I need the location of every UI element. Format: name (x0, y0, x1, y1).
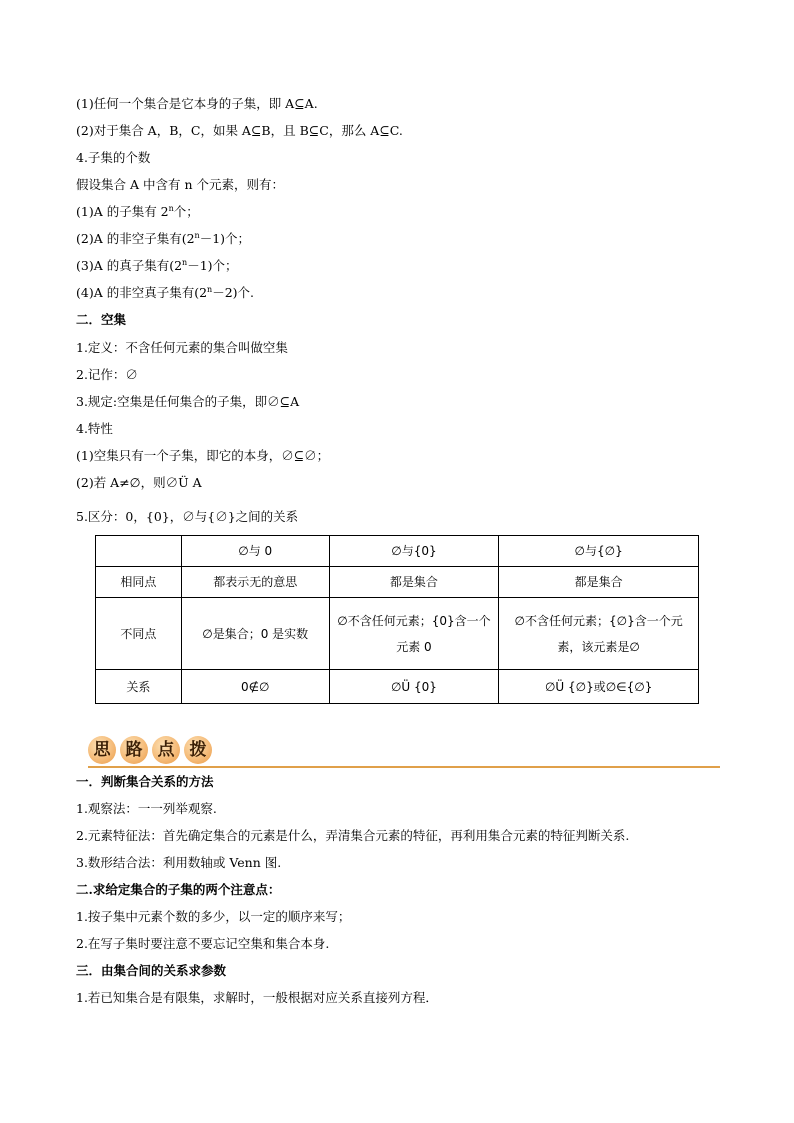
subset-property-2: (2)对于集合 A，B，C，如果 A⊆B，且 B⊆C，那么 A⊆C. (76, 123, 403, 138)
empty-set-line: 2.记作：∅ (76, 367, 138, 382)
table-row (96, 567, 699, 598)
subset-count-item: (3)A 的真子集有$(2^n-1)$个； (76, 257, 238, 273)
empty-set-line: 1.定义：不含任何元素的集合叫做空集 (76, 340, 288, 355)
tips-heading-1: 一．判断集合关系的方法 (76, 774, 214, 789)
table-row (96, 598, 699, 670)
subset-count-heading: 4.子集的个数 (76, 150, 151, 165)
tips-line: 3.数形结合法：利用数轴或 Venn 图. (76, 855, 282, 870)
table-cell: 相同点 (96, 567, 182, 598)
table-header-row (96, 536, 699, 567)
tips-line: 1.若已知集合是有限集，求解时，一般根据对应关系直接列方程． (76, 990, 438, 1005)
section-header (88, 734, 720, 768)
table-cell: 不同点 (96, 598, 182, 670)
section-badge: 路 (120, 736, 148, 764)
table-cell: ∅Ü {∅}或∅∈{∅} (499, 670, 699, 704)
empty-set-line: 3.规定:空集是任何集合的子集，即∅⊆A (76, 394, 300, 409)
empty-set-line: (1)空集只有一个子集，即它的本身，∅⊆∅； (76, 448, 330, 463)
comparison-table (95, 535, 699, 704)
table-cell: 都是集合 (329, 567, 499, 598)
table-cell: 都表示无的意思 (181, 567, 329, 598)
subset-count-intro: 假设集合 A 中含有 n 个元素，则有： (76, 177, 284, 192)
tips-heading-2: 二.求给定集合的子集的两个注意点： (76, 882, 281, 897)
tips-line: 2.在写子集时要注意不要忘记空集和集合本身. (76, 936, 330, 951)
table-cell: ∅Ü {0} (329, 670, 499, 704)
tips-heading-3: 三．由集合间的关系求参数 (76, 963, 227, 978)
subset-count-item: (2)A 的非空子集有$(2^n-1)$个； (76, 230, 251, 246)
empty-set-title: 二．空集 (76, 312, 127, 327)
section-badge: 拨 (184, 736, 212, 764)
table-row (96, 670, 699, 704)
tips-line: 2.元素特征法：首先确定集合的元素是什么，弄清集合元素的特征，再利用集合元素的特征判断关系. (76, 828, 630, 843)
section-badge: 点 (152, 736, 180, 764)
table-cell: ∅与 0 (181, 536, 329, 567)
subset-count-item: (1)A 的子集有 2$^n$个； (76, 203, 199, 219)
empty-set-line: 5.区分：0，{0}，∅与{∅}之间的关系 (76, 509, 299, 524)
empty-set-line: 4.特性 (76, 421, 113, 436)
table-cell: 都是集合 (499, 567, 699, 598)
table-cell: ∅与{∅} (499, 536, 699, 567)
table-cell: 关系 (96, 670, 182, 704)
table-cell: ∅与{0} (329, 536, 499, 567)
tips-line: 1.观察法：一一列举观察. (76, 801, 217, 816)
section-divider (88, 766, 720, 768)
table-cell: ∅不含任何元素；{∅}含一个元素，该元素是∅ (499, 598, 699, 670)
section-badge: 思 (88, 736, 116, 764)
table-cell: ∅是集合；0 是实数 (181, 598, 329, 670)
table-cell: 0∉∅ (181, 670, 329, 704)
tips-line: 1.按子集中元素个数的多少，以一定的顺序来写； (76, 909, 351, 924)
subset-property-1: (1)任何一个集合是它本身的子集，即 A⊆A. (76, 96, 318, 111)
table-cell: ∅不含任何元素；{0}含一个元素 0 (329, 598, 499, 670)
empty-set-line: (2)若 A≠∅，则∅Ü A (76, 475, 202, 490)
table-cell (96, 536, 182, 567)
subset-count-item: (4)A 的非空真子集有$(2^n-2)$个. (76, 284, 255, 300)
